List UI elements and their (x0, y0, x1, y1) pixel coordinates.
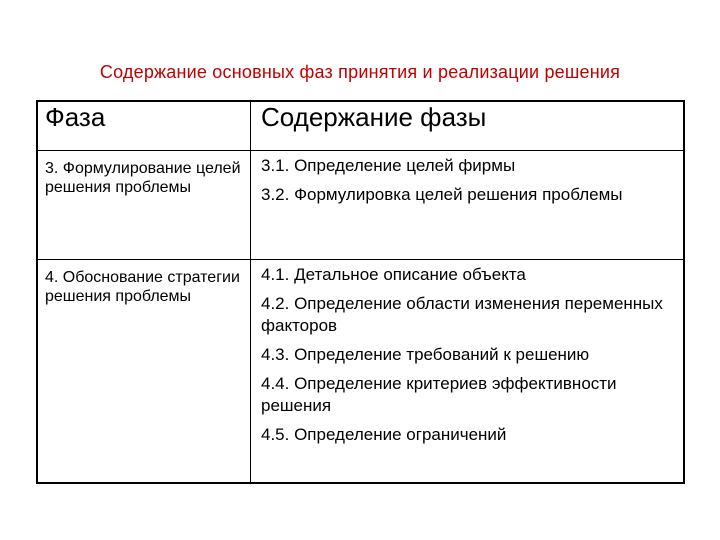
table-row (37, 260, 684, 484)
content-item: 3.1. Определение целей фирмы (261, 156, 516, 175)
table-row (37, 151, 684, 260)
phases-table (36, 100, 685, 484)
content-cell (251, 260, 685, 484)
content-item: 4.1. Детальное описание объекта (261, 265, 526, 284)
slide-title: Содержание основных фаз принятия и реализации решения (99, 62, 621, 82)
phase-cell (37, 260, 251, 484)
content-item: 3.2. Формулировка целей решения проблемы (261, 185, 623, 204)
content-cell (251, 151, 685, 260)
content-item: 4.5. Определение ограничений (261, 425, 507, 444)
phase-name: 3. Формулирование целей решения проблемы (45, 160, 241, 196)
phase-name: 4. Обоснование стратегии решения проблемы (45, 269, 240, 305)
content-item: 4.4. Определение критериев эффективности решения (261, 374, 617, 415)
header-phase-label: Фаза (45, 102, 106, 132)
content-item: 4.2. Определение области изменения переменных факторов (261, 294, 663, 335)
phase-cell (37, 151, 251, 260)
table-header-row (37, 101, 684, 151)
header-phase (37, 101, 251, 151)
header-content (251, 101, 685, 151)
header-content-label: Содержание фазы (261, 102, 487, 132)
content-item: 4.3. Определение требований к решению (261, 345, 590, 364)
